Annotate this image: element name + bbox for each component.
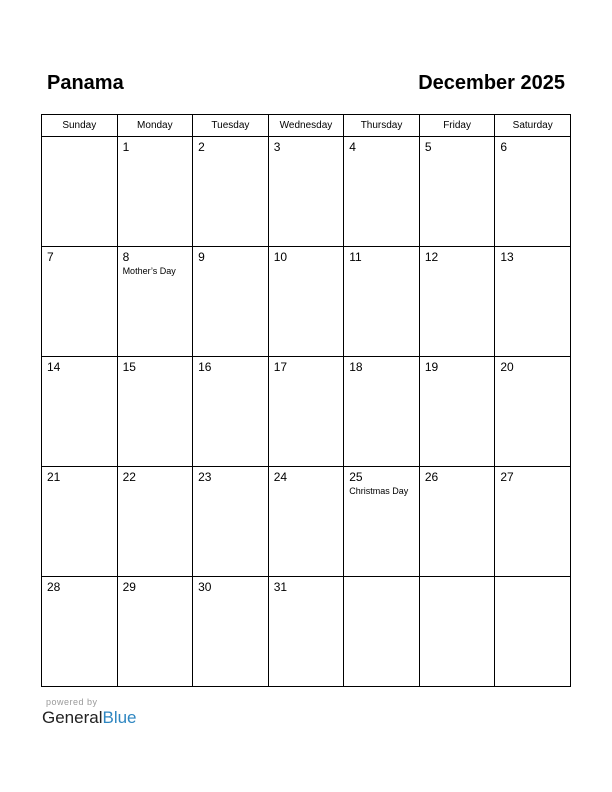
calendar-day-cell (344, 577, 420, 687)
day-number: 15 (122, 360, 136, 374)
calendar-week-row (42, 467, 571, 577)
day-number: 1 (122, 140, 130, 154)
day-number: 20 (500, 360, 514, 374)
calendar-country-title: Panama (47, 72, 124, 94)
day-number: 2 (198, 140, 205, 154)
day-number: 17 (273, 360, 288, 374)
calendar-day-cell (419, 357, 495, 467)
day-number: 18 (349, 360, 363, 374)
calendar-day-cell (268, 577, 344, 687)
calendar-day-cell (419, 467, 495, 577)
calendar-day-cell (344, 247, 420, 357)
day-number: 21 (47, 470, 61, 484)
calendar-day-cell (42, 247, 118, 357)
calendar-day-cell (42, 577, 118, 687)
calendar-day-cell (42, 357, 118, 467)
weekday-header-monday: Monday (117, 115, 193, 137)
calendar-day-cell (495, 137, 571, 247)
day-number: 12 (424, 250, 439, 264)
calendar-day-cell (268, 357, 344, 467)
day-number: 28 (47, 580, 61, 594)
day-number: 24 (273, 470, 288, 484)
day-number: 3 (273, 140, 281, 154)
generalblue-logo[interactable] (42, 707, 137, 729)
weekday-header-wednesday: Wednesday (268, 115, 344, 137)
weekday-header-thursday: Thursday (344, 115, 420, 137)
day-number (42, 137, 117, 140)
day-number: 11 (349, 250, 362, 264)
calendar-day-cell (193, 247, 269, 357)
calendar-week-row (42, 247, 571, 357)
calendar-day-cell (268, 247, 344, 357)
day-number: 14 (47, 360, 61, 374)
day-number (420, 577, 495, 580)
calendar-day-cell (344, 137, 420, 247)
calendar-week-row (42, 357, 571, 467)
calendar-day-cell (42, 467, 118, 577)
calendar-grid (41, 114, 571, 687)
calendar-day-cell (495, 467, 571, 577)
calendar-week-row (42, 577, 571, 687)
calendar-week-row (42, 137, 571, 247)
weekday-header-sunday: Sunday (42, 115, 118, 137)
day-number: 19 (424, 360, 439, 374)
logo-text-blue: Blue (102, 708, 137, 727)
calendar-day-cell (42, 137, 118, 247)
calendar-day-cell (193, 137, 269, 247)
day-number: 30 (198, 580, 212, 594)
weekday-header-tuesday: Tuesday (193, 115, 269, 137)
calendar-day-cell (193, 577, 269, 687)
day-number: 10 (273, 250, 288, 264)
calendar-day-cell (495, 247, 571, 357)
calendar-day-cell (268, 467, 344, 577)
calendar-day-cell (117, 577, 193, 687)
calendar-day-cell (193, 357, 269, 467)
calendar-day-cell (344, 357, 420, 467)
calendar-day-cell (117, 137, 193, 247)
day-number: 27 (500, 470, 514, 484)
day-number: 26 (424, 470, 439, 484)
day-number: 16 (198, 360, 212, 374)
day-number: 25 (349, 470, 363, 484)
calendar-day-cell (419, 247, 495, 357)
day-number: 23 (198, 470, 212, 484)
day-number: 4 (349, 140, 356, 154)
day-number: 29 (122, 580, 136, 594)
day-number (344, 577, 419, 580)
holiday-label: Mother’s Day (122, 266, 176, 276)
weekday-header-saturday: Saturday (495, 115, 571, 137)
day-number: 7 (47, 250, 54, 264)
calendar-day-cell (419, 137, 495, 247)
day-number: 22 (122, 470, 136, 484)
calendar-month-title: December 2025 (418, 72, 565, 94)
logo-text-general: General (42, 708, 103, 727)
calendar-day-cell (117, 467, 193, 577)
day-number: 31 (273, 580, 288, 594)
day-number (495, 577, 570, 580)
day-number: 13 (500, 250, 514, 264)
weekday-header-friday: Friday (419, 115, 495, 137)
weekday-header-row (42, 115, 571, 137)
holiday-label: Christmas Day (349, 486, 409, 496)
calendar-day-cell (495, 357, 571, 467)
calendar-day-cell (268, 137, 344, 247)
calendar-day-cell (495, 577, 571, 687)
calendar-day-cell (117, 357, 193, 467)
day-number: 5 (424, 140, 432, 154)
calendar-day-cell (117, 247, 193, 357)
day-number: 6 (500, 140, 508, 154)
calendar-day-cell (344, 467, 420, 577)
calendar-day-cell (419, 577, 495, 687)
day-number: 9 (198, 250, 205, 264)
calendar-weeks (42, 137, 571, 687)
day-number: 8 (122, 250, 130, 264)
calendar-day-cell (193, 467, 269, 577)
powered-by-label: powered by (46, 697, 98, 707)
